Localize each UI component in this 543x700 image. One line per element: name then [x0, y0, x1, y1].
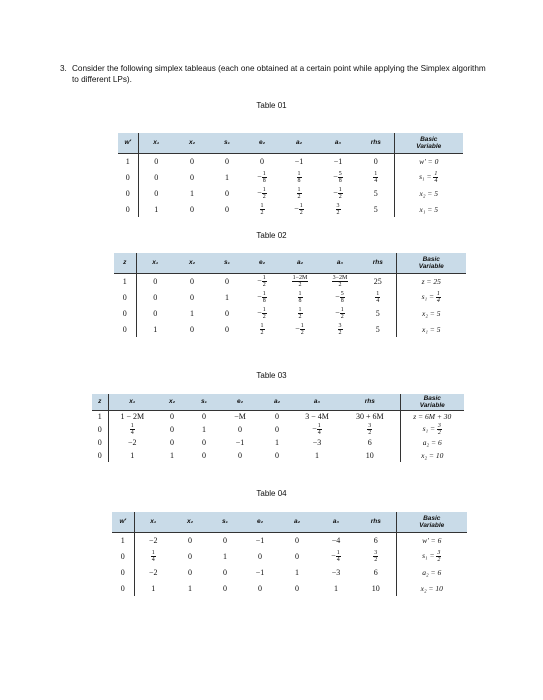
table-cell: $\frac{1}{2}$ — [297, 186, 301, 200]
table-cell: −1 — [255, 567, 265, 577]
table-cell: 0 — [225, 188, 229, 198]
table-row — [114, 273, 466, 289]
table-cell: 0 — [202, 438, 206, 447]
table-cell: −4 — [331, 535, 341, 545]
table-cell: −3 — [331, 567, 341, 577]
table-row — [112, 564, 467, 580]
column-header: x₁ — [136, 253, 174, 273]
table-row — [118, 185, 463, 201]
table-cell: − $\frac{1}{2}$ — [333, 186, 342, 200]
table-cell: 0 — [190, 324, 194, 334]
table-cell: 0 — [92, 436, 108, 449]
table-row — [112, 548, 467, 564]
column-header: x₁ — [108, 394, 156, 410]
column-header: w′ — [118, 133, 138, 153]
column-header: rhs — [356, 512, 396, 532]
table-cell: 5 — [358, 185, 394, 201]
table-cell: 1 — [170, 451, 174, 460]
table-cell: 0 — [118, 169, 138, 185]
basic-variable-cell: x₂ = 5 — [422, 308, 441, 318]
column-header: x₂ — [174, 253, 210, 273]
table-cell: 0 — [153, 276, 158, 286]
table-cell: −3 — [312, 438, 322, 447]
column-header: e₂ — [242, 512, 278, 532]
table-header-row — [114, 253, 466, 273]
table-cell: 0 — [190, 172, 194, 182]
column-header: a₂ — [278, 512, 316, 532]
table-cell: $\frac{1-2M}{2}$ — [292, 274, 308, 288]
column-header: a₂ — [280, 253, 320, 273]
table-cell: 0 — [170, 438, 174, 447]
table-header-row — [92, 394, 464, 410]
table-cell: 1 — [188, 583, 192, 593]
table-cell: 0 — [275, 451, 279, 460]
table-cell: 1 — [153, 324, 158, 334]
table-cell: − $\frac{1}{2}$ — [257, 306, 266, 320]
table-cell: 0 — [295, 535, 299, 545]
column-header: a₃ — [316, 512, 356, 532]
table-cell: 0 — [118, 201, 138, 217]
table-cell: 1 — [118, 153, 138, 169]
column-header: x₂ — [174, 133, 210, 153]
table-cell: 3 − 4M — [305, 412, 329, 422]
column-header: rhs — [360, 253, 396, 273]
table-cell: 0 — [190, 204, 194, 214]
table-cell: 0 — [258, 583, 262, 593]
table-cell: 0 — [258, 551, 262, 561]
table-cell: −1 — [235, 438, 245, 447]
basic-variable-cell: a₂ = 6 — [422, 438, 442, 447]
table-cell: 0 — [225, 276, 229, 286]
table-cell: 0 — [92, 449, 108, 462]
table-cell: 1 — [114, 273, 136, 289]
basic-variable-cell: s₁ = $\frac{3}{2}$ — [422, 549, 441, 563]
column-header: a₃ — [318, 133, 358, 153]
table-cell: $\frac{1}{4}$ — [151, 549, 155, 563]
table-cell: 0 — [295, 551, 299, 561]
table-cell: 0 — [92, 423, 108, 436]
basic-variable-cell: w′ = 6 — [422, 535, 442, 545]
column-header: z — [92, 394, 108, 410]
table-cell: 6 — [340, 436, 400, 449]
table-cell: $\frac{3}{2}$ — [356, 548, 396, 564]
table-cell: 0 — [112, 548, 134, 564]
column-header: Basic Variable — [400, 394, 464, 410]
basic-variable-cell: z = 25 — [421, 276, 441, 286]
column-header: Basic Variable — [396, 512, 467, 532]
table-cell: 6 — [356, 532, 396, 548]
table-cell: 1 — [130, 451, 135, 460]
table-row — [92, 423, 464, 436]
column-header: rhs — [358, 133, 394, 153]
column-header: s₁ — [208, 512, 242, 532]
table-row — [92, 449, 464, 462]
table-cell: 0 — [223, 535, 227, 545]
column-header: x₂ — [156, 394, 188, 410]
table-cell: 1 — [112, 532, 134, 548]
table-cell: 1 — [223, 551, 227, 561]
table-cell: 0 — [118, 185, 138, 201]
table-cell: −2 — [148, 535, 158, 545]
table-cell: 10 — [340, 449, 400, 462]
table-cell: 0 — [190, 276, 194, 286]
table-cell: 1 — [225, 292, 229, 302]
column-header: a₃ — [294, 394, 340, 410]
table-cell: 0 — [238, 451, 242, 460]
table-cell: 0 — [202, 451, 206, 460]
table-cell: $\frac{3}{2}$ — [340, 423, 400, 436]
table-cell: 1 — [154, 204, 159, 214]
table-cell: $\frac{1}{2}$ — [298, 306, 302, 320]
table-cell: 0 — [238, 425, 242, 434]
basic-variable-cell: a₂ = 6 — [422, 567, 442, 577]
table-cell: 0 — [112, 580, 134, 596]
table-cell: 0 — [170, 412, 174, 422]
basic-variable-cell: x₁ = 5 — [419, 204, 438, 214]
column-header: e₂ — [244, 133, 280, 153]
table-cell: −1 — [294, 156, 304, 166]
table-row — [92, 436, 464, 449]
table-cell: $\frac{1}{4}$ — [130, 423, 134, 436]
table-row — [112, 580, 467, 596]
basic-variable-cell: w′ = 0 — [419, 156, 439, 166]
table-cell: 0 — [153, 292, 158, 302]
table-cell: $\frac{1}{2}$ — [260, 322, 264, 336]
column-header: a₃ — [320, 253, 360, 273]
basic-variable-cell: s₁ = $\frac{1}{4}$ — [421, 290, 440, 304]
basic-variable-cell: x₂ = 10 — [420, 583, 443, 593]
basic-variable-cell: s₁ = $\frac{3}{2}$ — [422, 423, 441, 436]
table-cell: 30 + 6M — [340, 410, 400, 423]
table-cell: 10 — [356, 580, 396, 596]
column-header: rhs — [340, 394, 400, 410]
column-header: x₁ — [138, 133, 174, 153]
table-03-caption: Table 03 — [256, 371, 287, 380]
simplex-table-03 — [92, 394, 464, 462]
table-cell: 0 — [225, 308, 229, 318]
table-cell: $\frac{1}{4}$ — [360, 289, 396, 305]
table-cell: −M — [234, 412, 246, 422]
table-cell: 1 — [275, 438, 279, 447]
table-header-row — [112, 512, 467, 532]
table-cell: − $\frac{1}{2}$ — [257, 186, 266, 200]
table-cell: 1 — [92, 410, 108, 423]
table-cell: 1 — [315, 451, 319, 460]
table-cell: 0 — [188, 535, 192, 545]
table-cell: 0 — [260, 156, 264, 166]
table-cell: 0 — [223, 583, 227, 593]
table-cell: − $\frac{1}{2}$ — [335, 306, 344, 320]
simplex-table-02 — [114, 253, 466, 337]
table-cell: 1 — [225, 172, 229, 182]
table-cell: 1 — [151, 583, 156, 593]
simplex-table-01 — [118, 133, 463, 217]
table-01-caption: Table 01 — [256, 101, 287, 110]
table-cell: $\frac{1}{4}$ — [358, 169, 394, 185]
column-header: a₂ — [260, 394, 294, 410]
column-header: w′ — [112, 512, 134, 532]
table-cell: 0 — [188, 567, 192, 577]
table-row — [92, 410, 464, 423]
question-number: 3. — [60, 64, 67, 73]
table-cell: $\frac{3}{2}$ — [336, 202, 340, 216]
table-cell: − $\frac{1}{4}$ — [331, 549, 340, 563]
table-cell: 25 — [360, 273, 396, 289]
table-cell: $\frac{3}{2}$ — [338, 322, 342, 336]
table-cell: 0 — [190, 292, 194, 302]
column-header: x₂ — [172, 512, 208, 532]
column-header: e₂ — [220, 394, 260, 410]
table-cell: 5 — [358, 201, 394, 217]
column-header: a₂ — [280, 133, 318, 153]
table-cell: 0 — [112, 564, 134, 580]
column-header: Basic Variable — [396, 253, 466, 273]
table-cell: −2 — [148, 567, 158, 577]
basic-variable-cell: x₁ = 5 — [422, 324, 441, 334]
table-cell: −1 — [333, 156, 343, 166]
table-cell: 0 — [295, 583, 299, 593]
table-cell: − $\frac{1}{8}$ — [257, 290, 266, 304]
table-cell: 0 — [275, 425, 279, 434]
table-header-row — [118, 133, 463, 153]
column-header: s₁ — [210, 253, 244, 273]
table-cell: 0 — [170, 425, 174, 434]
table-cell: − $\frac{1}{2}$ — [295, 322, 304, 336]
table-cell: − $\frac{1}{2}$ — [294, 202, 303, 216]
table-cell: 0 — [202, 412, 206, 422]
table-cell: −1 — [255, 535, 265, 545]
table-row — [118, 153, 463, 169]
table-04-caption: Table 04 — [256, 489, 287, 498]
table-row — [114, 305, 466, 321]
table-cell: 0 — [114, 305, 136, 321]
table-row — [118, 201, 463, 217]
table-cell: − $\frac{5}{8}$ — [335, 290, 344, 304]
table-cell: 0 — [153, 308, 158, 318]
table-02-caption: Table 02 — [256, 231, 287, 240]
table-cell: − $\frac{1}{4}$ — [312, 423, 321, 436]
table-cell: 6 — [356, 564, 396, 580]
table-cell: − $\frac{1}{2}$ — [257, 274, 266, 288]
table-cell: 0 — [154, 172, 159, 182]
table-cell: 0 — [223, 567, 227, 577]
table-cell: 0 — [114, 289, 136, 305]
table-cell: 1 — [190, 308, 194, 318]
table-cell: 0 — [275, 412, 279, 422]
table-cell: 0 — [358, 153, 394, 169]
table-cell: 0 — [154, 156, 159, 166]
table-cell: 5 — [360, 305, 396, 321]
table-cell: 0 — [225, 324, 229, 334]
table-cell: 0 — [114, 321, 136, 337]
question-text-block — [60, 63, 490, 85]
column-header: e₂ — [244, 253, 280, 273]
table-cell: − $\frac{1}{8}$ — [257, 170, 266, 184]
simplex-table-04 — [112, 512, 467, 596]
column-header: s₁ — [210, 133, 244, 153]
table-cell: 1 — [202, 425, 206, 434]
table-row — [114, 289, 466, 305]
table-row — [114, 321, 466, 337]
basic-variable-cell: s₁ = $\frac{1}{4}$ — [419, 170, 438, 184]
column-header: s₁ — [188, 394, 220, 410]
question-prompt: Consider the following simplex tableaus (each one obtained at a certain point while applying the Simplex algorithm to different LPs). — [72, 64, 486, 84]
table-cell: 0 — [225, 156, 229, 166]
column-header: x₁ — [134, 512, 172, 532]
table-cell: 0 — [188, 551, 192, 561]
basic-variable-cell: z = 6M + 30 — [413, 412, 452, 422]
table-row — [118, 169, 463, 185]
table-cell: 1 — [295, 567, 299, 577]
table-cell: $\frac{1}{2}$ — [260, 202, 264, 216]
table-cell: $\frac{3-2M}{2}$ — [332, 274, 348, 288]
table-cell: $\frac{1}{8}$ — [297, 170, 301, 184]
table-cell: $\frac{1}{8}$ — [298, 290, 302, 304]
column-header: Basic Variable — [394, 133, 463, 153]
table-cell: − $\frac{5}{8}$ — [333, 170, 342, 184]
table-row — [112, 532, 467, 548]
table-cell: 1 — [190, 188, 194, 198]
basic-variable-cell: x₂ = 10 — [421, 451, 444, 460]
table-cell: 5 — [360, 321, 396, 337]
table-cell: 1 − 2M — [120, 412, 145, 422]
table-cell: 0 — [154, 188, 159, 198]
table-cell: 0 — [225, 204, 229, 214]
column-header: z — [114, 253, 136, 273]
table-cell: −2 — [127, 438, 137, 447]
table-cell: 0 — [190, 156, 194, 166]
basic-variable-cell: x₂ = 5 — [419, 188, 438, 198]
table-cell: 1 — [334, 583, 338, 593]
